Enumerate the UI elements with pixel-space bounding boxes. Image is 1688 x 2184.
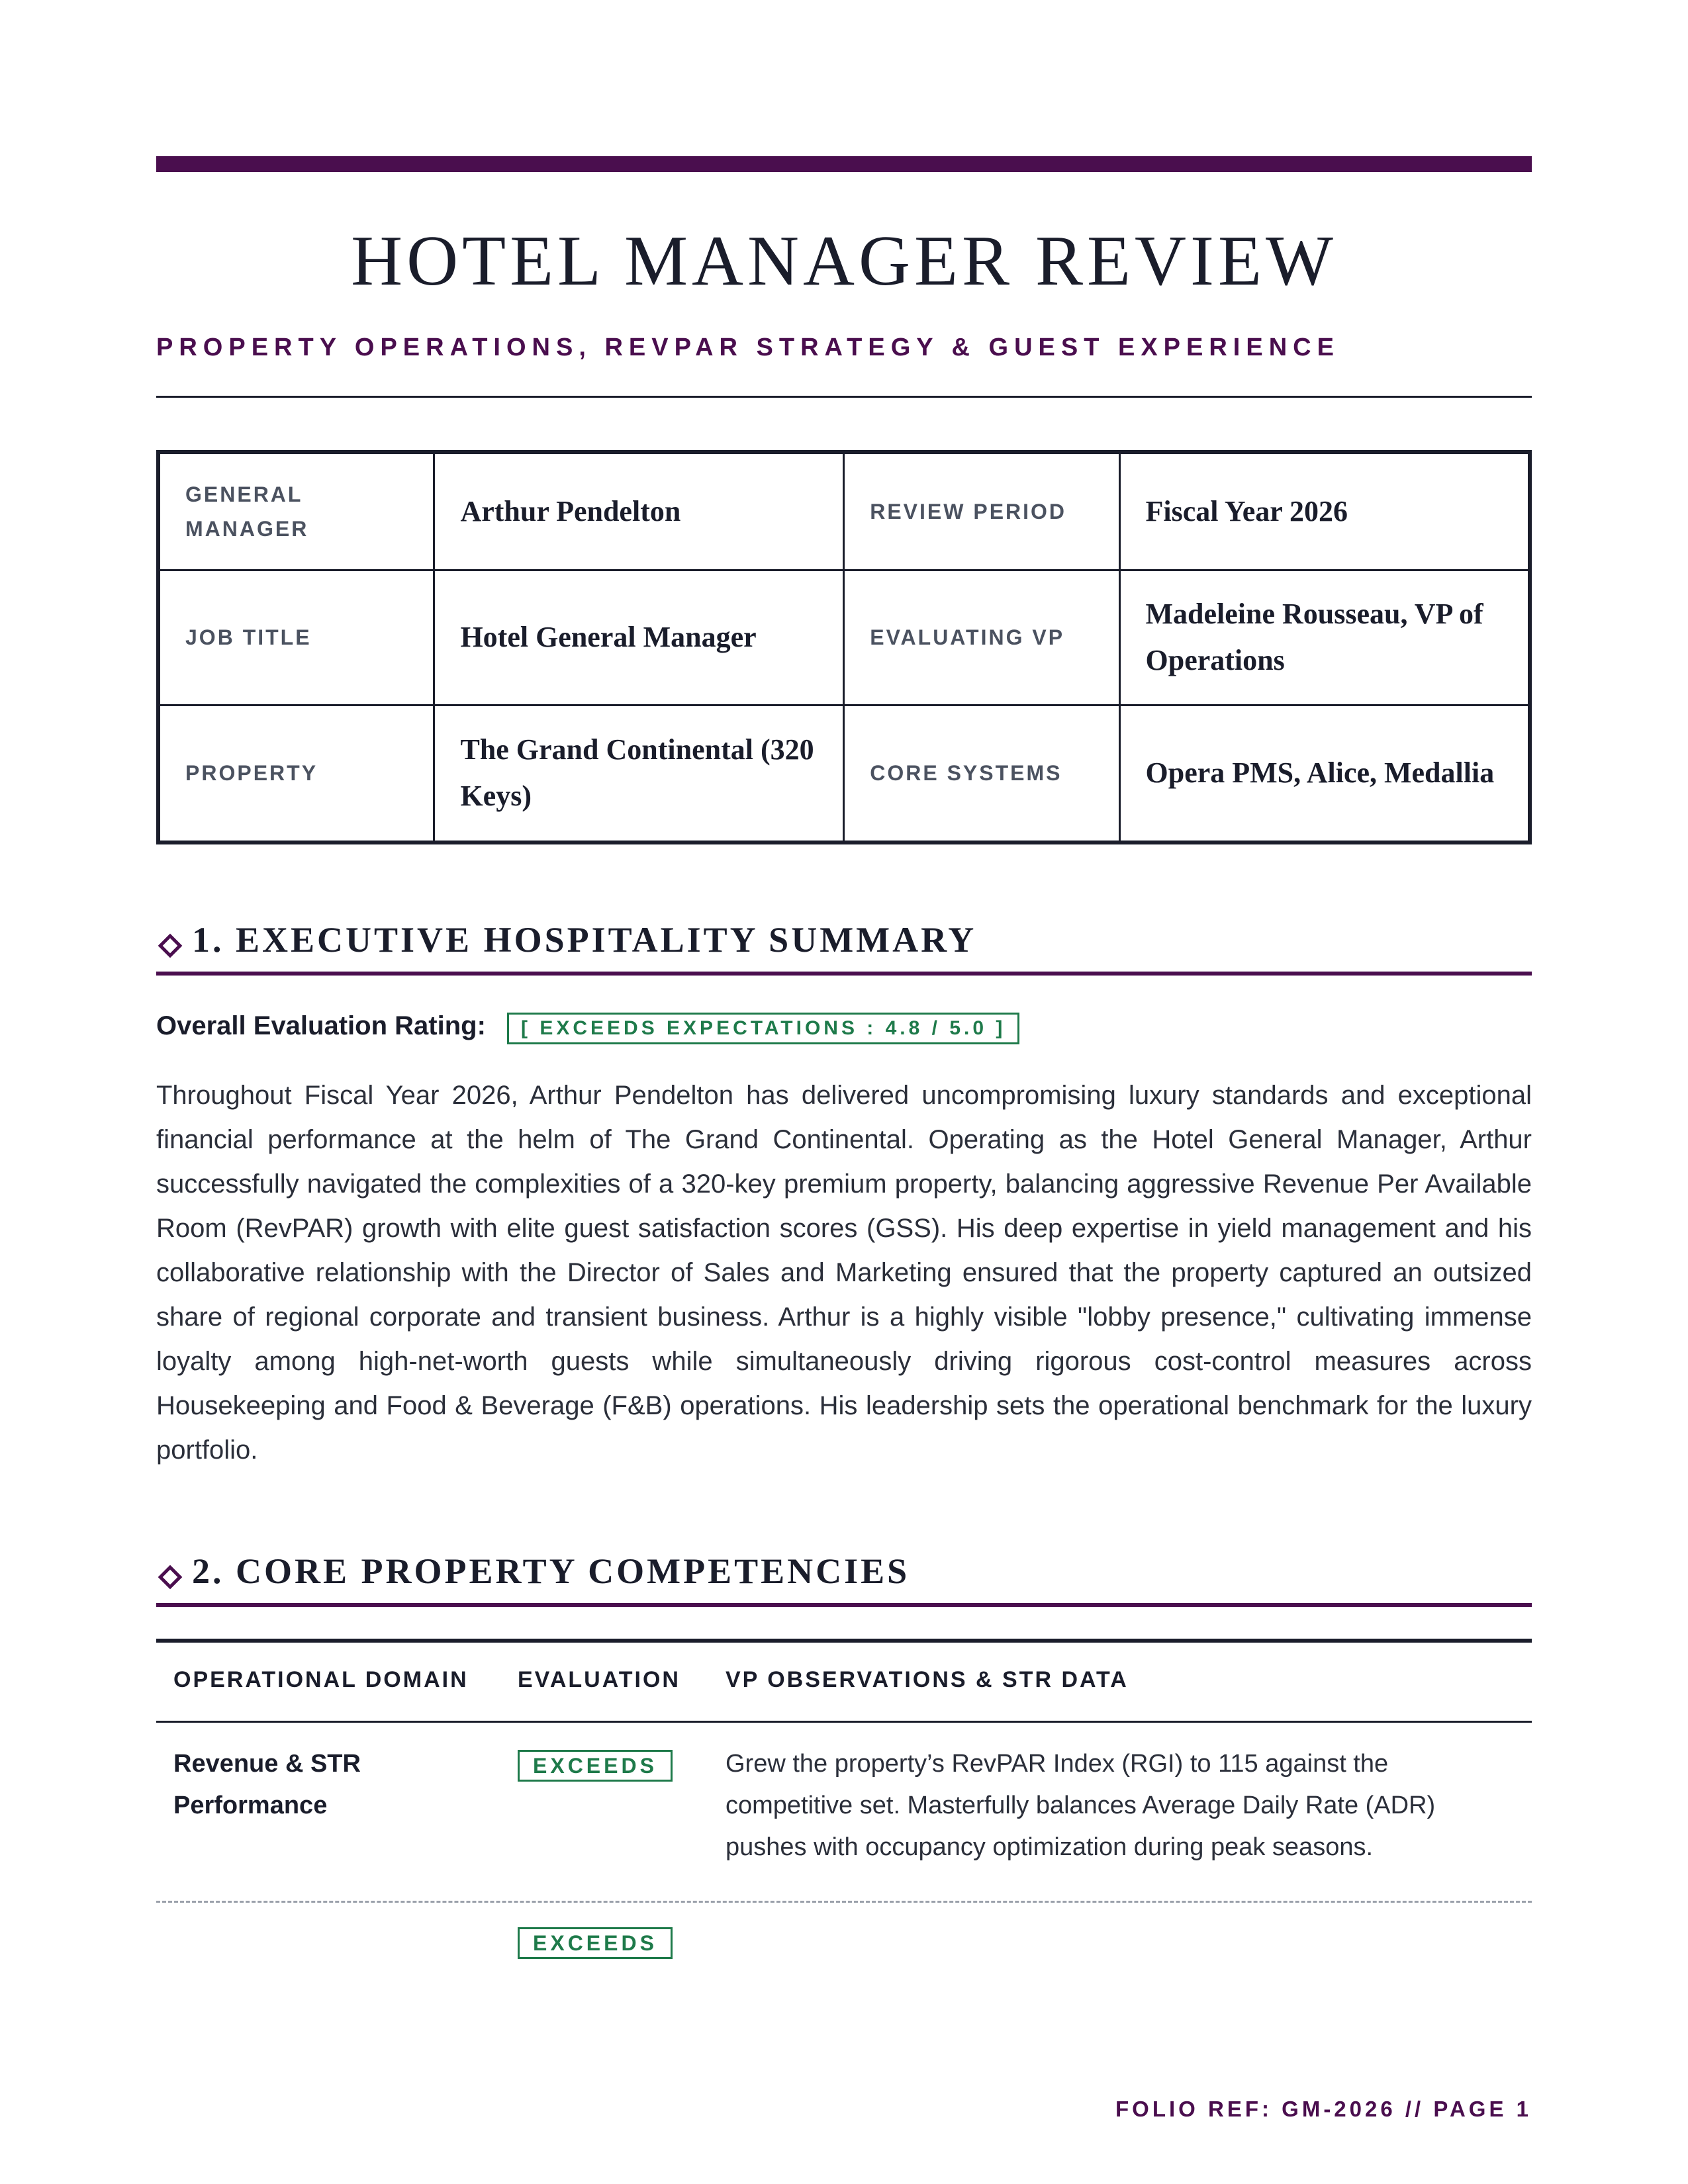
row-1-observation: Grew the property’s RevPAR Index (RGI) to 115 against the competitive set. Masterfully balances Average Daily Rate (ADR) pushes with occupancy optimization during peak seasons.: [726, 1750, 1436, 1861]
competency-table-top-rule: [156, 1639, 1532, 1643]
executive-summary: Throughout Fiscal Year 2026, Arthur Pendelton has delivered uncompromising luxury standards and exceptional financial performance at the helm of The Grand Continental. Operating as the Hotel General Manager, Arthur successfully navigated the complexities of a 320-key premium property, balancing aggressive Revenue Per Available Room (RevPAR) growth with elite guest satisfaction scores (GSS). His deep expertise in yield management and his collaborative relationship with the Director of Sales and Marketing ensured that the property captured an outsized share of regional corporate and transient business. Arthur is a highly visible "lobby presence," cultivating immense loyalty among high-net-worth guests while simultaneously driving rigorous cost-control measures across Housekeeping and Food & Beverage (F&B) operations. His leadership sets the operational benchmark for the luxury portfolio.: [156, 1081, 1532, 1465]
gm-label: GENERAL MANAGER: [158, 452, 434, 570]
row-1-evaluation-badge: EXCEEDS: [518, 1750, 673, 1782]
column-header-domain: OPERATIONAL DOMAIN: [173, 1667, 469, 1692]
info-row: [158, 705, 1530, 842]
page-title: HOTEL MANAGER REVIEW: [351, 222, 1337, 300]
info-row: [158, 452, 1530, 570]
header-accent-bar: [156, 156, 1532, 172]
evaluating-vp-value: Madeleine Rousseau, VP of Operations: [1119, 570, 1530, 705]
section-2-heading: [156, 1543, 1532, 1607]
property-label: PROPERTY: [158, 705, 434, 842]
review-period-label: REVIEW PERIOD: [844, 452, 1119, 570]
row-2-evaluation-badge: EXCEEDS: [518, 1927, 673, 1959]
core-systems-label: CORE SYSTEMS: [844, 705, 1119, 842]
header-divider: [156, 396, 1532, 398]
column-header-observations: VP OBSERVATIONS & STR DATA: [726, 1667, 1129, 1692]
section-2-title: 2. CORE PROPERTY COMPETENCIES: [192, 1551, 910, 1591]
evaluating-vp-label: EVALUATING VP: [844, 570, 1119, 705]
review-period-value: Fiscal Year 2026: [1119, 452, 1530, 570]
row-1-domain: Revenue & STR Performance: [173, 1750, 361, 1819]
gm-value: Arthur Pendelton: [434, 452, 844, 570]
diamond-icon: [158, 1565, 183, 1590]
column-header-evaluation: EVALUATION: [518, 1667, 680, 1692]
rating-badge: [ EXCEEDS EXPECTATIONS : 4.8 / 5.0 ]: [507, 1013, 1019, 1044]
job-title-value: Hotel General Manager: [434, 570, 844, 705]
job-title-label: JOB TITLE: [158, 570, 434, 705]
section-1-heading: [156, 912, 1532, 976]
employee-info-table: [156, 450, 1532, 844]
section-1-title: 1. EXECUTIVE HOSPITALITY SUMMARY: [192, 920, 977, 960]
property-value: The Grand Continental (320 Keys): [434, 705, 844, 842]
row-divider: [156, 1901, 1532, 1903]
folio-reference: FOLIO REF: GM-2026 // PAGE 1: [1115, 2097, 1532, 2121]
core-systems-value: Opera PMS, Alice, Medallia: [1119, 705, 1530, 842]
rating-label: Overall Evaluation Rating:: [156, 1011, 486, 1040]
info-row: [158, 570, 1530, 705]
page-subtitle: PROPERTY OPERATIONS, REVPAR STRATEGY & GUEST EXPERIENCE: [156, 334, 1340, 361]
diamond-icon: [158, 934, 183, 958]
competency-header-rule: [156, 1721, 1532, 1723]
